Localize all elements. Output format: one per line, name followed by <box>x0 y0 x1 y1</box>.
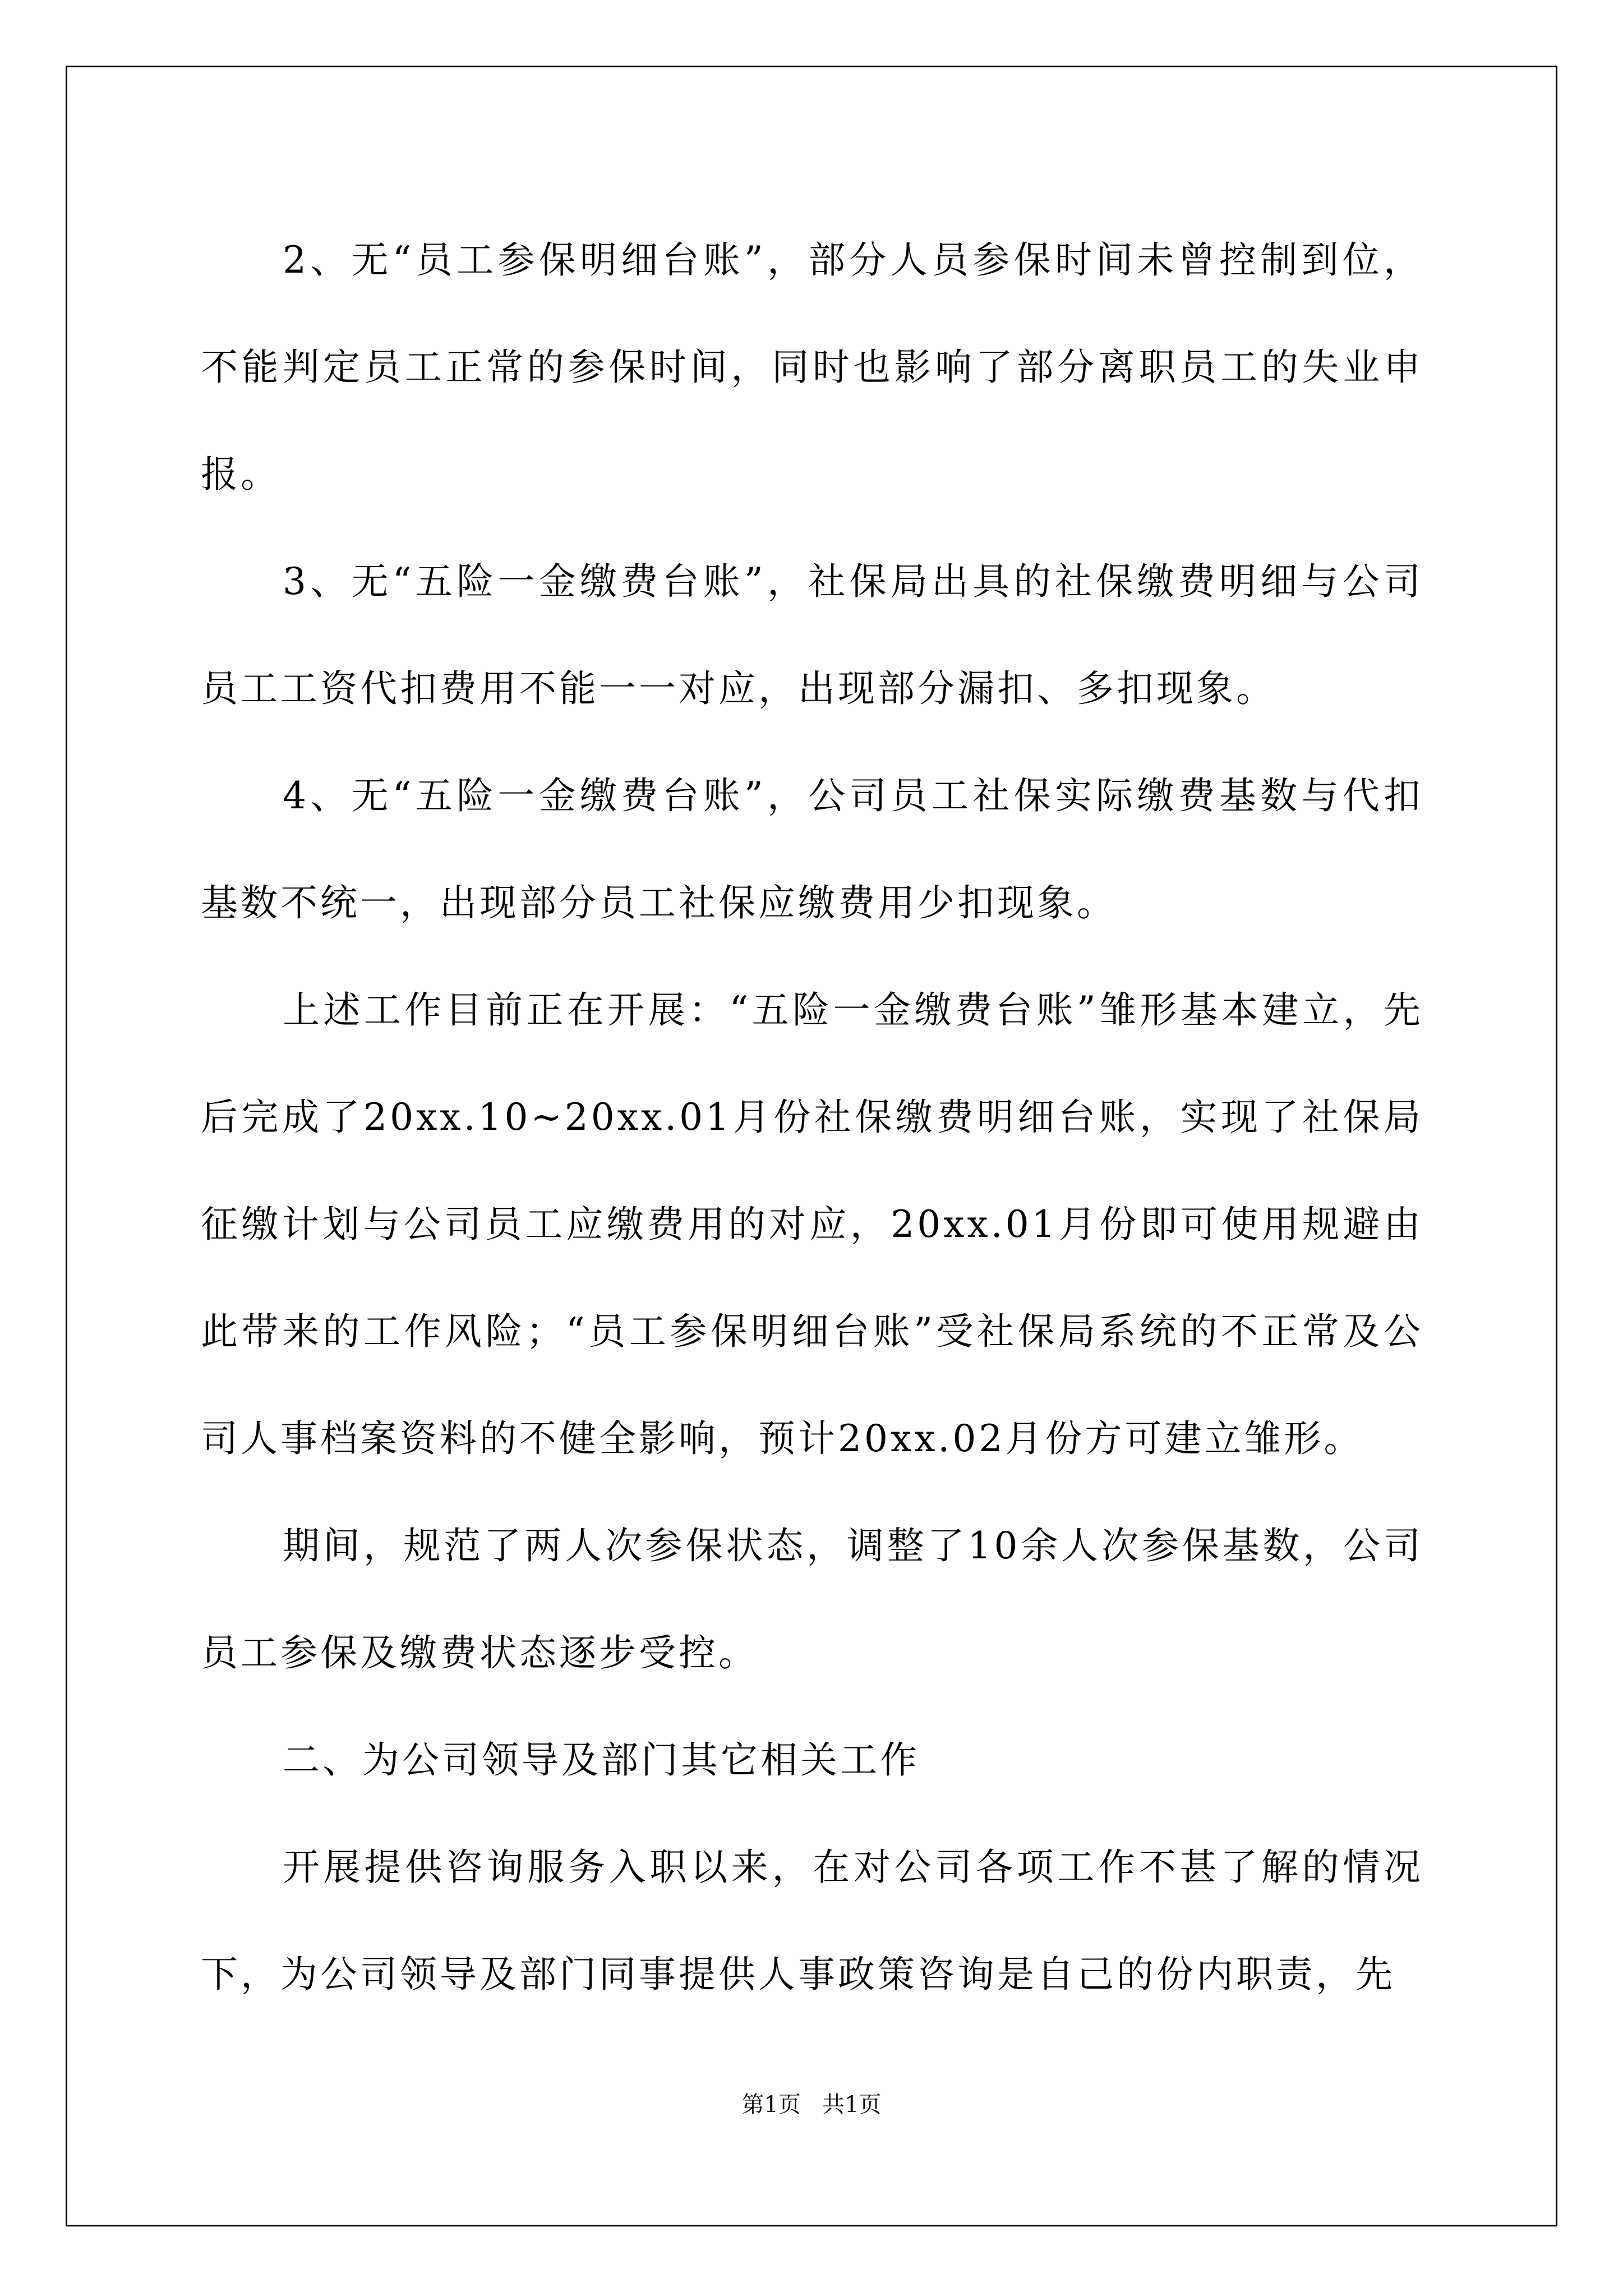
paragraph-consulting: 开展提供咨询服务入职以来，在对公司各项工作不甚了解的情况下，为公司领导及部门同事提供人事政策咨询是自己的份内职责，先 <box>201 1846 1423 1996</box>
paragraph-period: 期间，规范了两人次参保状态，调整了10余人次参保基数，公司员工参保及缴费状态逐步受控。 <box>201 1524 1423 1674</box>
paragraph-progress: 上述工作目前正在开展：“五险一金缴费台账”雏形基本建立，先后完成了20xx.10~20xx.01月份社保缴费明细台账，实现了社保局征缴计划与公司员工应缴费用的对应，20xx.01月份即可使用规避由此带来的工作风险；“员工参保明细台账”受社保局系统的不正常及公司人事档案资料的不健全影响，预计20xx.02月份方可建立雏形。 <box>201 988 1423 1460</box>
section-heading-2: 二、为公司领导及部门其它相关工作 <box>283 1738 920 1782</box>
paragraph-item-3: 3、无“五险一金缴费台账”，社保局出具的社保缴费明细与公司员工工资代扣费用不能一一对应，出现部分漏扣、多扣现象。 <box>201 560 1423 710</box>
paragraph-item-2: 2、无“员工参保明细台账”，部分人员参保时间未曾控制到位，不能判定员工正常的参保时间，同时也影响了部分离职员工的失业申报。 <box>201 238 1423 496</box>
paragraph-item-4: 4、无“五险一金缴费台账”，公司员工社保实际缴费基数与代扣基数不统一，出现部分员工社保应缴费用少扣现象。 <box>201 774 1423 924</box>
document-body <box>201 206 1423 2028</box>
page-footer: 第1页 共1页 <box>741 2092 882 2118</box>
